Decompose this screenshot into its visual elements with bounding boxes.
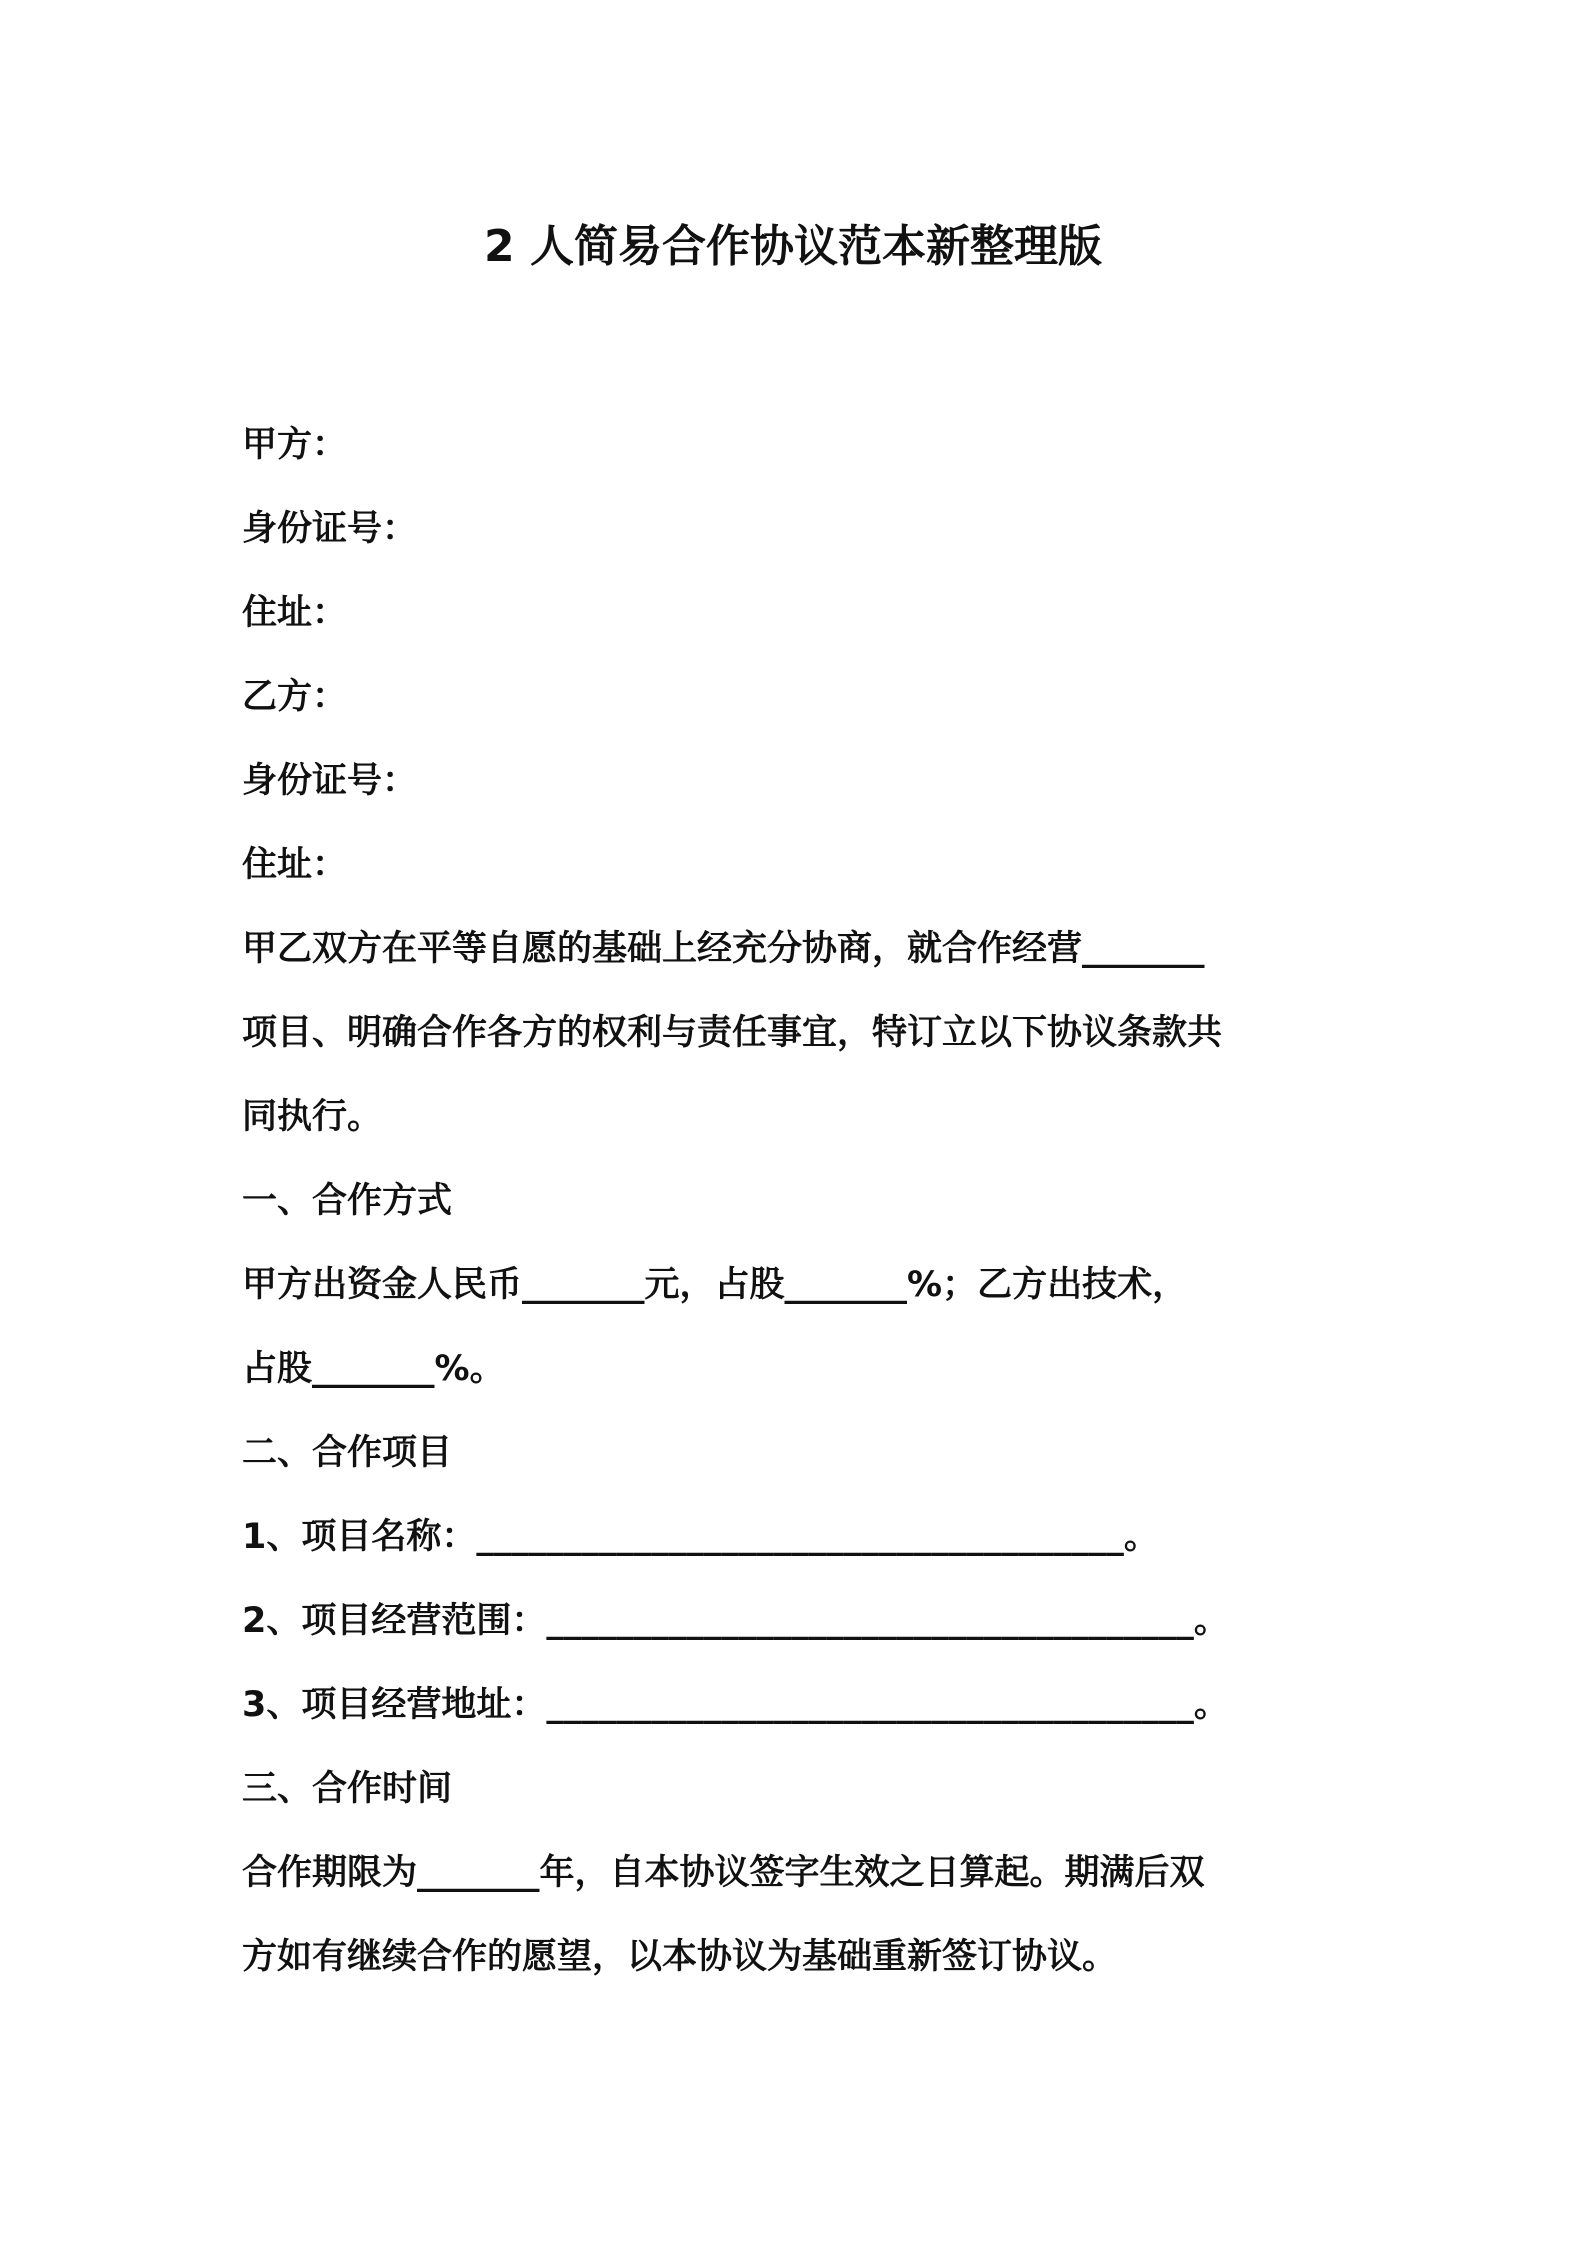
section-3-heading: 三、合作时间 (242, 1769, 453, 1809)
preamble-line-1: 甲乙双方在平等自愿的基础上经充分协商，就合作经营_______ (242, 929, 1205, 969)
document-title: 2 人简易合作协议范本新整理版 (484, 221, 1102, 272)
project-address-line: 3、项目经营地址：_____________________________________。 (242, 1685, 1229, 1725)
section-3-line-1: 合作期限为_______年，自本协议签字生效之日算起。期满后双 (242, 1853, 1205, 1893)
party-b-label: 乙方： (242, 677, 348, 717)
party-a-label: 甲方： (242, 425, 348, 465)
preamble-line-3: 同执行。 (242, 1097, 383, 1137)
preamble-line-2: 项目、明确合作各方的权利与责任事宜，特订立以下协议条款共 (242, 1013, 1223, 1053)
section-1-line-1: 甲方出资金人民币_______元，占股_______%；乙方出技术， (242, 1265, 1188, 1305)
project-name-line: 1、项目名称：_____________________________________。 (242, 1517, 1159, 1557)
section-1-heading: 一、合作方式 (242, 1181, 453, 1221)
section-1-line-2: 占股_______%。 (242, 1349, 505, 1389)
document-body (242, 403, 1357, 1999)
party-a-address-label: 住址： (242, 593, 348, 633)
project-scope-line: 2、项目经营范围：_____________________________________。 (242, 1601, 1229, 1641)
party-b-address-label: 住址： (242, 845, 348, 885)
section-2-heading: 二、合作项目 (242, 1433, 453, 1473)
party-b-id-number-label: 身份证号： (242, 761, 418, 801)
party-a-id-number-label: 身份证号： (242, 509, 418, 549)
section-3-line-2: 方如有继续合作的愿望，以本协议为基础重新签订协议。 (242, 1937, 1118, 1977)
